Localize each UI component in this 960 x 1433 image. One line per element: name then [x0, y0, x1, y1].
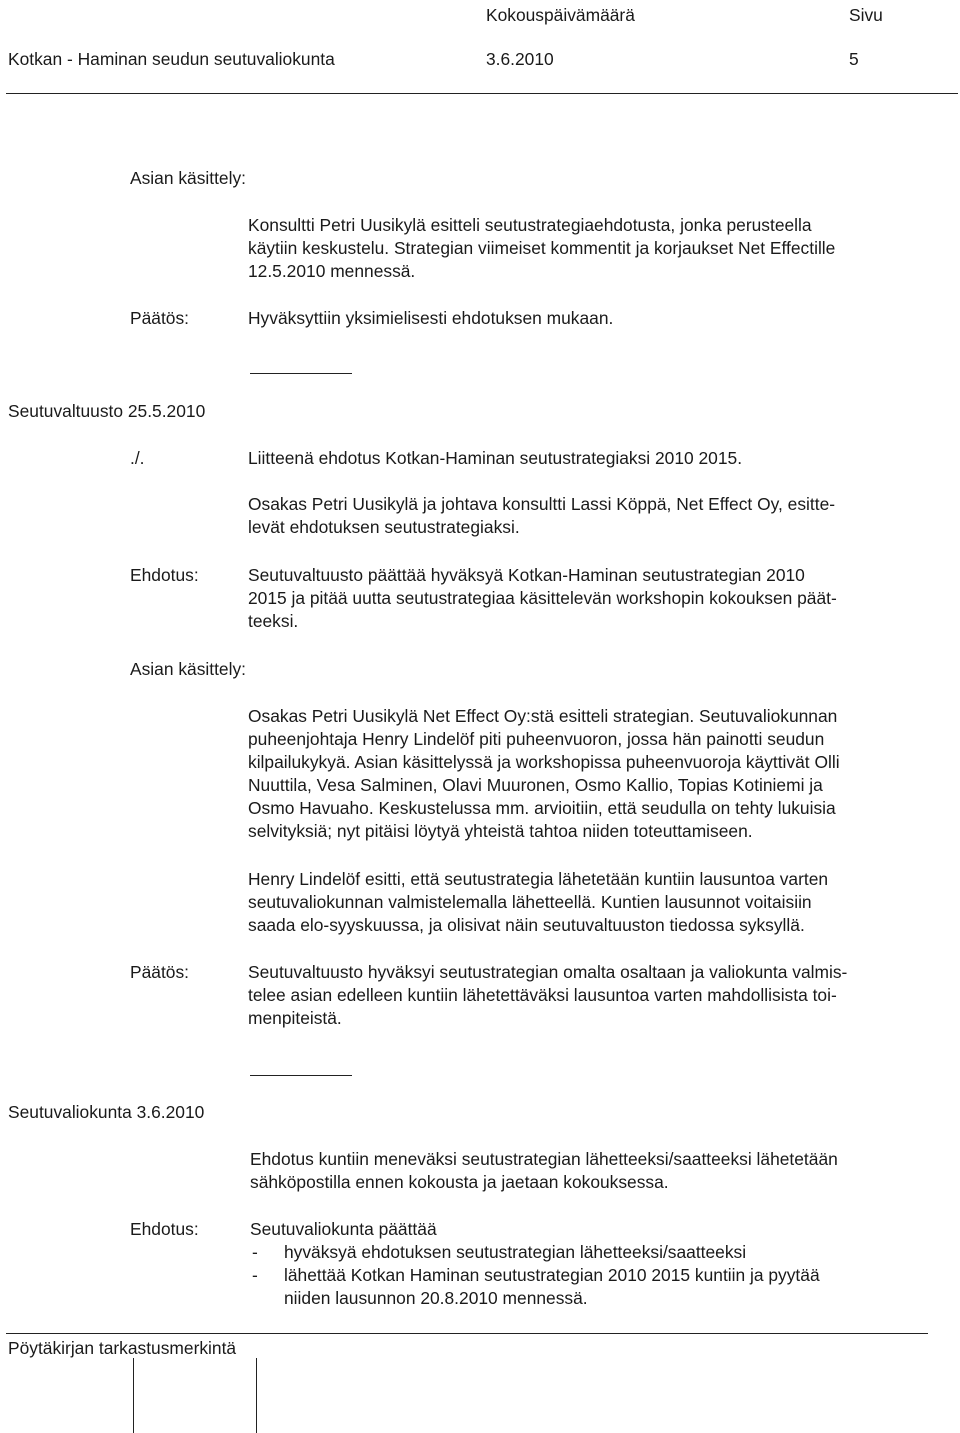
text-line: saada elo-syyskuussa, ja olisivat näin seutuvaltuuston tiedossa syksyllä. — [248, 915, 805, 935]
section1-decision-text: Hyväksyttiin yksimielisesti ehdotuksen mukaan. — [248, 308, 614, 328]
text-line: telee asian edelleen kuntiin lähetettäväksi lausuntoa varten mahdollisista toi- — [248, 985, 837, 1005]
text-line: Ehdotus kuntiin meneväksi seutustrategian lähetteeksi/saatteeksi lähetetään — [250, 1149, 838, 1169]
section3-intro-text — [250, 1148, 838, 1194]
text-line: sähköpostilla ennen kokousta ja jaetaan kokouksessa. — [250, 1172, 669, 1192]
section3-proposal-intro: Seutuvaliokunta päättää — [250, 1219, 437, 1239]
text-line: Seutuvaltuusto päättää hyväksyä Kotkan-Haminan seutustrategian 2010 — [248, 565, 805, 585]
header-page-label: Sivu — [849, 5, 883, 25]
section2-handling-para1 — [248, 705, 840, 843]
section1-handling-text — [248, 214, 835, 283]
text-line: Osakas Petri Uusikylä ja johtava konsultti Lassi Köppä, Net Effect Oy, esitte- — [248, 494, 836, 514]
section3-proposal-list — [250, 1241, 820, 1310]
attachment-text: Liitteenä ehdotus Kotkan-Haminan seutustrategiaksi 2010 2015. — [248, 448, 743, 468]
footer-signature-box-divider — [256, 1358, 257, 1433]
section2-proposal-text — [248, 564, 837, 633]
section3-proposal-label: Ehdotus: — [130, 1219, 199, 1239]
section2-proposal-label: Ehdotus: — [130, 565, 199, 585]
text-line: Konsultti Petri Uusikylä esitteli seutustrategiaehdotusta, jonka perusteella — [248, 215, 812, 235]
text-line: 12.5.2010 mennessä. — [248, 261, 416, 281]
dash-bullet: - — [252, 1242, 258, 1262]
section2-end-rule — [250, 1075, 352, 1076]
dash-bullet: - — [252, 1265, 258, 1285]
section2-presenters-text — [248, 493, 835, 539]
section2-decision-text — [248, 961, 847, 1030]
footer-review-label: Pöytäkirjan tarkastusmerkintä — [8, 1338, 237, 1358]
text-line: menpiteistä. — [248, 1008, 342, 1028]
section2-heading: Seutuvaltuusto 25.5.2010 — [8, 401, 206, 421]
section2-decision-label: Päätös: — [130, 962, 189, 982]
header-date-label: Kokouspäivämäärä — [486, 5, 635, 25]
text-line: Seutuvaltuusto hyväksyi seutustrategian omalta osaltaan ja valiokunta valmis- — [248, 962, 848, 982]
text-line: hyväksyä ehdotuksen seutustrategian lähetteeksi/saatteeksi — [284, 1242, 747, 1262]
section2-handling-label: Asian käsittely: — [130, 659, 246, 679]
text-line: käytiin keskustelu. Strategian viimeiset kommentit ja korjaukset Net Effectille — [248, 238, 836, 258]
text-line: levät ehdotuksen seutustrategiaksi. — [248, 517, 520, 537]
section1-end-rule — [250, 373, 352, 374]
header-org-name: Kotkan - Haminan seudun seutuvaliokunta — [8, 49, 335, 69]
text-line: Osmo Havuaho. Keskustelussa mm. arvioitiin, että seudulla on tehty lukuisia — [248, 798, 836, 818]
text-line: lähettää Kotkan Haminan seutustrategian 2010 2015 kuntiin ja pyytää — [284, 1265, 820, 1285]
footer-rule — [6, 1333, 928, 1334]
text-line: puheenjohtaja Henry Lindelöf piti puheenvuoron, jossa hän painotti seudun — [248, 729, 825, 749]
section1-handling-label: Asian käsittely: — [130, 168, 246, 188]
text-line: teeksi. — [248, 611, 299, 631]
header-rule — [6, 93, 958, 94]
attachment-marker: ./. — [130, 448, 145, 468]
text-line: seutuvaliokunnan valmistelemalla lähetteellä. Kuntien lausunnot voitaisiin — [248, 892, 812, 912]
header-meeting-date: 3.6.2010 — [486, 49, 554, 69]
section1-decision-label: Päätös: — [130, 308, 189, 328]
text-line: Nuuttila, Vesa Salminen, Olavi Muuronen, Osmo Kallio, Topias Kotiniemi ja — [248, 775, 823, 795]
text-line: selvityksiä; nyt pitäisi löytyä yhteistä tahtoa niiden toteuttamiseen. — [248, 821, 753, 841]
text-line: Osakas Petri Uusikylä Net Effect Oy:stä esitteli strategian. Seutuvaliokunnan — [248, 706, 838, 726]
section2-handling-para2 — [248, 868, 828, 937]
list-item — [250, 1264, 820, 1310]
header-page-number: 5 — [849, 49, 859, 69]
footer-signature-box-divider — [133, 1358, 134, 1433]
text-line: niiden lausunnon 20.8.2010 mennessä. — [284, 1288, 588, 1308]
text-line: kilpailukykyä. Asian käsittelyssä ja workshopissa puheenvuoroja käyttivät Olli — [248, 752, 840, 772]
text-line: Henry Lindelöf esitti, että seutustrategia lähetetään kuntiin lausuntoa varten — [248, 869, 829, 889]
list-item — [250, 1241, 820, 1264]
text-line: 2015 ja pitää uutta seutustrategiaa käsittelevän workshopin kokouksen päät- — [248, 588, 837, 608]
section3-heading: Seutuvaliokunta 3.6.2010 — [8, 1102, 205, 1122]
